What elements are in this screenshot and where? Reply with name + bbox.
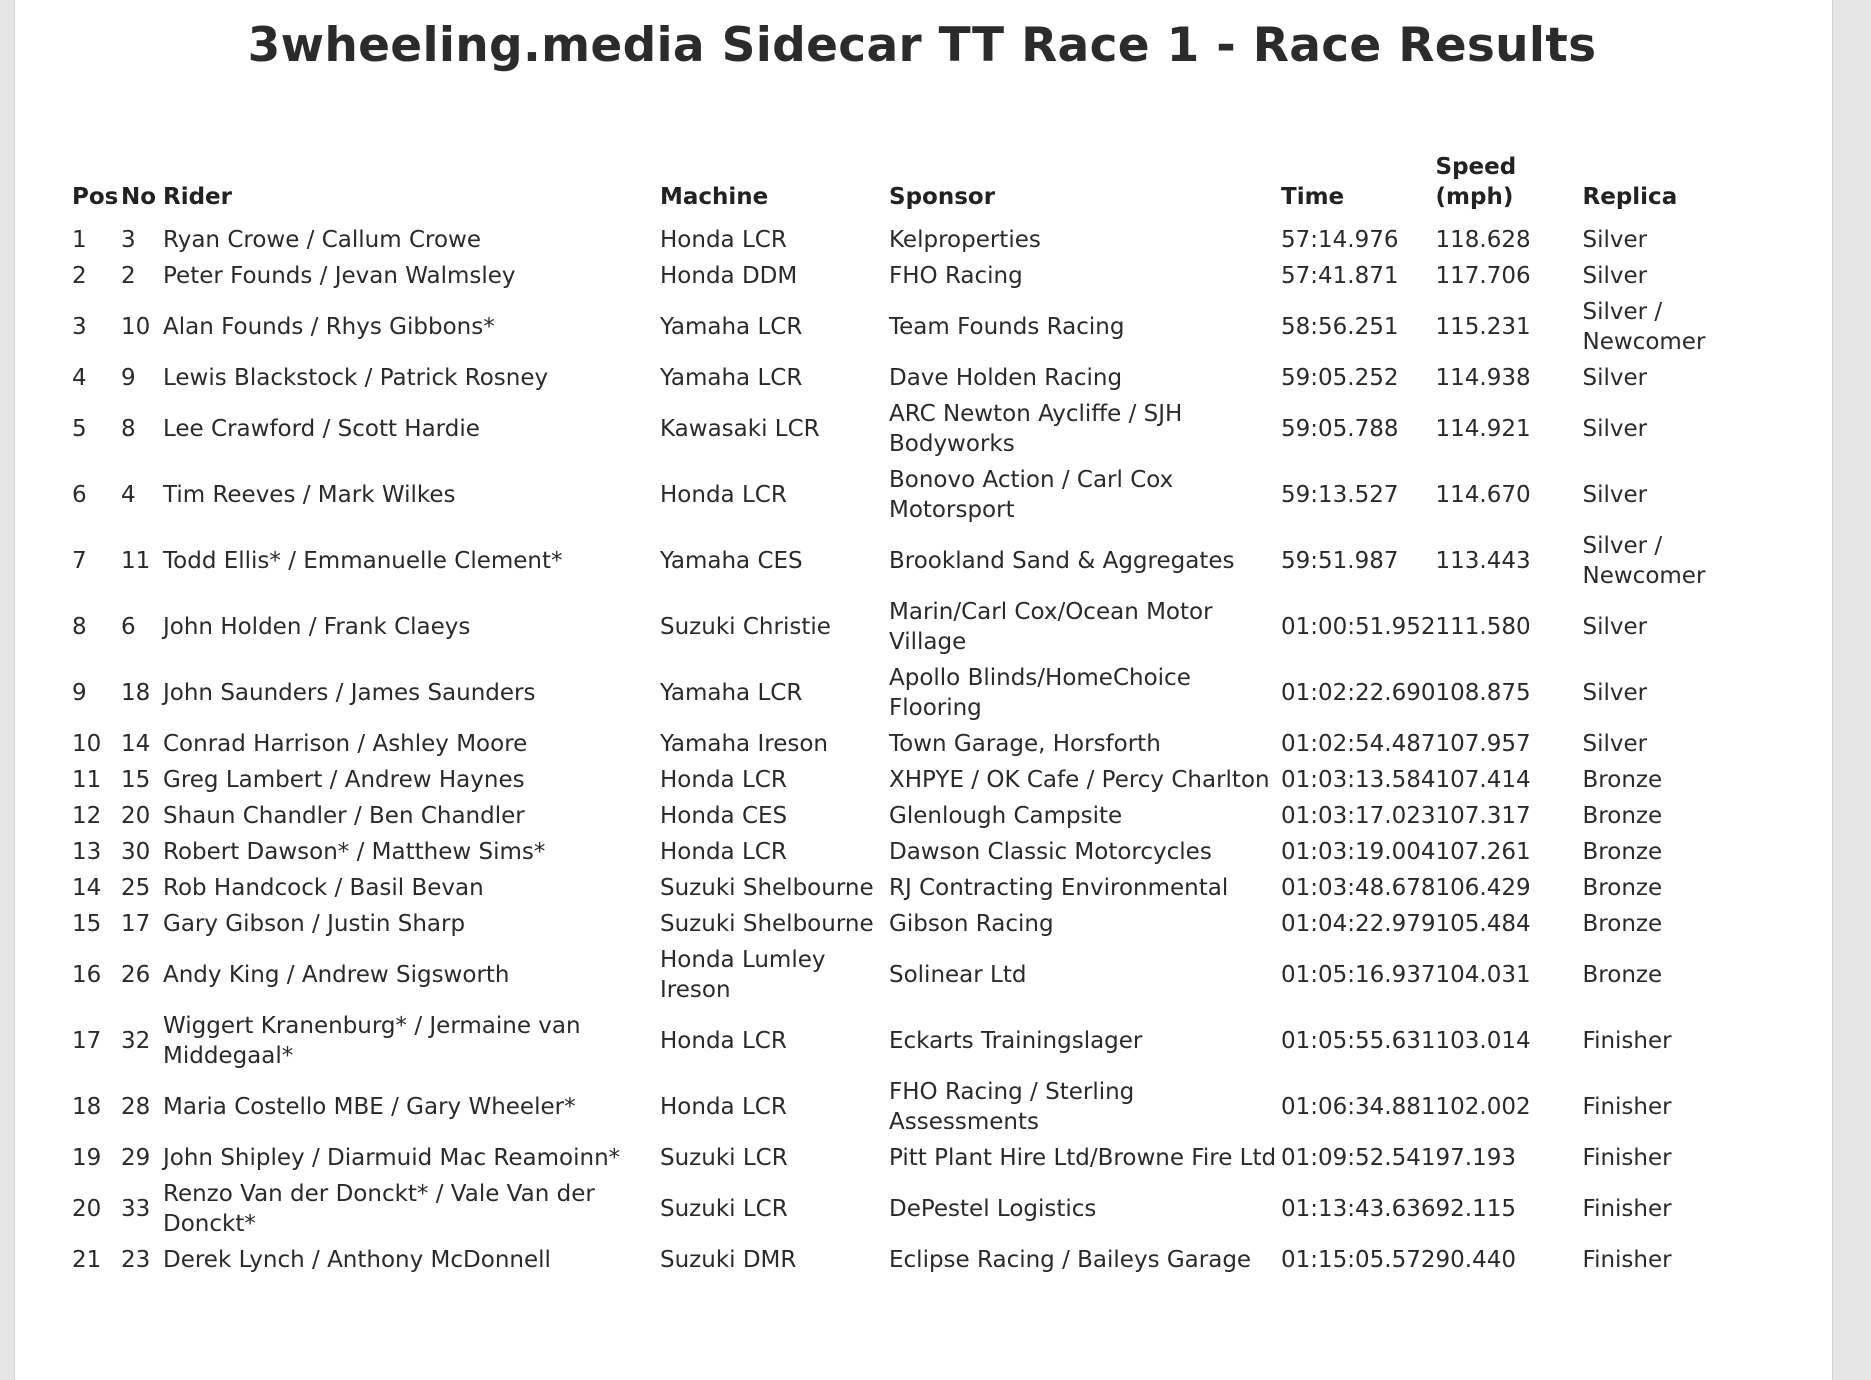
cell-time: 01:03:13.584 <box>1281 767 1436 793</box>
cell-time: 01:06:34.881 <box>1281 1094 1436 1120</box>
cell-replica: Silver <box>1582 614 1648 640</box>
table-row <box>72 594 1735 660</box>
cell-machine: Suzuki DMR <box>660 1247 797 1273</box>
header-no: No <box>121 184 157 210</box>
cell-time: 01:15:05.572 <box>1281 1247 1436 1273</box>
cell-machine: Honda CES <box>660 803 788 829</box>
cell-pos: 13 <box>72 839 102 865</box>
cell-replica: Silver / Newcomer <box>1582 299 1706 355</box>
cell-machine: Honda LCR <box>660 482 787 508</box>
cell-rider: Gary Gibson / Justin Sharp <box>163 911 466 937</box>
cell-pos: 21 <box>72 1247 102 1273</box>
cell-sponsor: ARC Newton Aycliffe / SJH Bodyworks <box>889 401 1183 457</box>
cell-no: 28 <box>121 1094 151 1120</box>
cell-machine: Suzuki LCR <box>660 1145 788 1171</box>
cell-pos: 5 <box>72 416 87 442</box>
cell-no: 14 <box>121 731 151 757</box>
cell-rider: Wiggert Kranenburg* / Jermaine van Middegaal* <box>163 1013 581 1069</box>
cell-pos: 6 <box>72 482 87 508</box>
cell-machine: Yamaha LCR <box>660 365 803 391</box>
cell-pos: 7 <box>72 548 87 574</box>
cell-replica: Bronze <box>1582 839 1663 865</box>
cell-speed: 104.031 <box>1435 962 1531 988</box>
results-table <box>72 152 1735 1278</box>
cell-speed: 97.193 <box>1435 1145 1516 1171</box>
cell-machine: Honda LCR <box>660 839 787 865</box>
cell-machine: Suzuki Christie <box>660 614 831 640</box>
cell-speed: 90.440 <box>1435 1247 1516 1273</box>
cell-pos: 4 <box>72 365 87 391</box>
header-rider: Rider <box>163 184 232 210</box>
table-row <box>72 906 1735 942</box>
cell-no: 20 <box>121 803 151 829</box>
cell-sponsor: Glenlough Campsite <box>889 803 1123 829</box>
cell-pos: 14 <box>72 875 102 901</box>
cell-speed: 114.938 <box>1435 365 1531 391</box>
cell-rider: Maria Costello MBE / Gary Wheeler* <box>163 1094 576 1120</box>
cell-rider: Derek Lynch / Anthony McDonnell <box>163 1247 551 1273</box>
cell-speed: 107.317 <box>1435 803 1531 829</box>
cell-rider: Shaun Chandler / Ben Chandler <box>163 803 525 829</box>
cell-replica: Bronze <box>1582 767 1663 793</box>
cell-time: 01:00:51.952 <box>1281 614 1436 640</box>
cell-pos: 18 <box>72 1094 102 1120</box>
cell-speed: 118.628 <box>1435 227 1531 253</box>
cell-sponsor: Town Garage, Horsforth <box>889 731 1161 757</box>
table-row <box>72 1176 1735 1242</box>
cell-machine: Kawasaki LCR <box>660 416 820 442</box>
table-row <box>72 294 1735 360</box>
cell-time: 01:09:52.541 <box>1281 1145 1436 1171</box>
table-row <box>72 834 1735 870</box>
cell-machine: Honda LCR <box>660 1028 787 1054</box>
cell-pos: 19 <box>72 1145 102 1171</box>
table-row <box>72 942 1735 1008</box>
cell-speed: 113.443 <box>1435 548 1531 574</box>
cell-replica: Silver <box>1582 365 1648 391</box>
cell-pos: 16 <box>72 962 102 988</box>
cell-replica: Silver <box>1582 482 1648 508</box>
cell-replica: Silver <box>1582 680 1648 706</box>
cell-no: 2 <box>121 263 136 289</box>
cell-time: 01:05:16.937 <box>1281 962 1436 988</box>
cell-no: 18 <box>121 680 151 706</box>
cell-machine: Honda LCR <box>660 227 787 253</box>
cell-sponsor: Marin/Carl Cox/Ocean Motor Village <box>889 599 1213 655</box>
cell-replica: Finisher <box>1582 1247 1672 1273</box>
cell-rider: Renzo Van der Donckt* / Vale Van der Donckt* <box>163 1181 595 1237</box>
cell-replica: Silver <box>1582 227 1648 253</box>
cell-no: 26 <box>121 962 151 988</box>
cell-replica: Bronze <box>1582 803 1663 829</box>
cell-sponsor: Pitt Plant Hire Ltd/Browne Fire Ltd <box>889 1145 1277 1171</box>
cell-sponsor: Apollo Blinds/HomeChoice Flooring <box>889 665 1191 721</box>
table-row <box>72 222 1735 258</box>
cell-replica: Finisher <box>1582 1145 1672 1171</box>
cell-sponsor: Solinear Ltd <box>889 962 1027 988</box>
cell-rider: Ryan Crowe / Callum Crowe <box>163 227 482 253</box>
cell-speed: 107.957 <box>1435 731 1531 757</box>
cell-no: 15 <box>121 767 151 793</box>
cell-speed: 114.670 <box>1435 482 1531 508</box>
cell-pos: 10 <box>72 731 102 757</box>
cell-machine: Suzuki LCR <box>660 1196 788 1222</box>
cell-machine: Yamaha Ireson <box>660 731 828 757</box>
cell-rider: Tim Reeves / Mark Wilkes <box>163 482 456 508</box>
cell-machine: Honda Lumley Ireson <box>660 947 826 1003</box>
cell-pos: 20 <box>72 1196 102 1222</box>
cell-time: 57:14.976 <box>1281 227 1399 253</box>
cell-rider: Lewis Blackstock / Patrick Rosney <box>163 365 549 391</box>
cell-replica: Silver / Newcomer <box>1582 533 1706 589</box>
cell-speed: 106.429 <box>1435 875 1531 901</box>
cell-no: 10 <box>121 314 151 340</box>
cell-sponsor: Eclipse Racing / Baileys Garage <box>889 1247 1252 1273</box>
cell-no: 29 <box>121 1145 151 1171</box>
cell-time: 01:02:22.690 <box>1281 680 1436 706</box>
cell-sponsor: Bonovo Action / Carl Cox Motorsport <box>889 467 1174 523</box>
table-row <box>72 660 1735 726</box>
cell-time: 01:02:54.487 <box>1281 731 1436 757</box>
page-title: 3wheeling.media Sidecar TT Race 1 - Race Results <box>247 18 1597 73</box>
cell-replica: Bronze <box>1582 911 1663 937</box>
table-row <box>72 258 1735 294</box>
cell-pos: 2 <box>72 263 87 289</box>
cell-time: 01:03:17.023 <box>1281 803 1436 829</box>
cell-rider: Andy King / Andrew Sigsworth <box>163 962 510 988</box>
cell-machine: Yamaha LCR <box>660 680 803 706</box>
cell-pos: 3 <box>72 314 87 340</box>
cell-no: 25 <box>121 875 151 901</box>
cell-sponsor: FHO Racing <box>889 263 1023 289</box>
header-sponsor: Sponsor <box>889 184 996 210</box>
table-row <box>72 1242 1735 1278</box>
header-machine: Machine <box>660 184 769 210</box>
cell-sponsor: DePestel Logistics <box>889 1196 1097 1222</box>
cell-pos: 9 <box>72 680 87 706</box>
cell-speed: 107.414 <box>1435 767 1531 793</box>
table-row <box>72 1140 1735 1176</box>
cell-replica: Bronze <box>1582 875 1663 901</box>
cell-rider: John Saunders / James Saunders <box>163 680 536 706</box>
cell-rider: Robert Dawson* / Matthew Sims* <box>163 839 546 865</box>
cell-rider: Rob Handcock / Basil Bevan <box>163 875 484 901</box>
cell-speed: 114.921 <box>1435 416 1531 442</box>
cell-time: 59:13.527 <box>1281 482 1399 508</box>
cell-time: 01:03:48.678 <box>1281 875 1436 901</box>
header-speed: Speed (mph) <box>1435 154 1517 210</box>
cell-speed: 115.231 <box>1435 314 1531 340</box>
cell-time: 59:51.987 <box>1281 548 1399 574</box>
table-row <box>72 462 1735 528</box>
cell-pos: 12 <box>72 803 102 829</box>
cell-rider: Conrad Harrison / Ashley Moore <box>163 731 528 757</box>
cell-rider: Greg Lambert / Andrew Haynes <box>163 767 525 793</box>
cell-machine: Honda LCR <box>660 767 787 793</box>
cell-rider: Lee Crawford / Scott Hardie <box>163 416 480 442</box>
cell-speed: 105.484 <box>1435 911 1531 937</box>
table-row <box>72 870 1735 906</box>
cell-no: 9 <box>121 365 136 391</box>
cell-time: 59:05.252 <box>1281 365 1399 391</box>
cell-rider: Todd Ellis* / Emmanuelle Clement* <box>163 548 563 574</box>
table-row <box>72 1074 1735 1140</box>
cell-no: 30 <box>121 839 151 865</box>
cell-time: 58:56.251 <box>1281 314 1399 340</box>
cell-time: 01:13:43.636 <box>1281 1196 1436 1222</box>
cell-machine: Suzuki Shelbourne <box>660 875 874 901</box>
cell-time: 01:04:22.979 <box>1281 911 1436 937</box>
table-row <box>72 360 1735 396</box>
cell-speed: 103.014 <box>1435 1028 1531 1054</box>
cell-machine: Honda DDM <box>660 263 798 289</box>
cell-replica: Silver <box>1582 263 1648 289</box>
cell-machine: Yamaha LCR <box>660 314 803 340</box>
cell-time: 57:41.871 <box>1281 263 1399 289</box>
header-replica: Replica <box>1582 184 1678 210</box>
cell-sponsor: Team Founds Racing <box>889 314 1125 340</box>
header-time: Time <box>1281 184 1345 210</box>
cell-sponsor: XHPYE / OK Cafe / Percy Charlton <box>889 767 1270 793</box>
table-row <box>72 396 1735 462</box>
results-body <box>72 222 1735 1278</box>
cell-pos: 8 <box>72 614 87 640</box>
cell-time: 01:03:19.004 <box>1281 839 1436 865</box>
table-row <box>72 528 1735 594</box>
cell-sponsor: Dawson Classic Motorcycles <box>889 839 1212 865</box>
cell-pos: 11 <box>72 767 102 793</box>
cell-machine: Suzuki Shelbourne <box>660 911 874 937</box>
cell-time: 01:05:55.631 <box>1281 1028 1436 1054</box>
cell-replica: Silver <box>1582 731 1648 757</box>
cell-speed: 111.580 <box>1435 614 1531 640</box>
table-row <box>72 798 1735 834</box>
cell-pos: 17 <box>72 1028 102 1054</box>
cell-no: 4 <box>121 482 136 508</box>
cell-replica: Finisher <box>1582 1094 1672 1120</box>
cell-speed: 107.261 <box>1435 839 1531 865</box>
table-row <box>72 762 1735 798</box>
header-row <box>72 152 1735 222</box>
cell-no: 3 <box>121 227 136 253</box>
cell-sponsor: Dave Holden Racing <box>889 365 1123 391</box>
cell-replica: Silver <box>1582 416 1648 442</box>
header-pos: Pos <box>72 184 119 210</box>
cell-rider: Peter Founds / Jevan Walmsley <box>163 263 516 289</box>
table-row <box>72 1008 1735 1074</box>
cell-speed: 117.706 <box>1435 263 1531 289</box>
cell-sponsor: FHO Racing / Sterling Assessments <box>889 1079 1135 1135</box>
cell-no: 8 <box>121 416 136 442</box>
cell-sponsor: Kelproperties <box>889 227 1041 253</box>
cell-pos: 1 <box>72 227 87 253</box>
cell-rider: Alan Founds / Rhys Gibbons* <box>163 314 495 340</box>
cell-no: 33 <box>121 1196 151 1222</box>
cell-no: 32 <box>121 1028 151 1054</box>
cell-replica: Bronze <box>1582 962 1663 988</box>
cell-machine: Yamaha CES <box>660 548 803 574</box>
cell-sponsor: Brookland Sand & Aggregates <box>889 548 1235 574</box>
cell-no: 11 <box>121 548 151 574</box>
cell-replica: Finisher <box>1582 1028 1672 1054</box>
cell-no: 6 <box>121 614 136 640</box>
cell-speed: 108.875 <box>1435 680 1531 706</box>
cell-sponsor: Eckarts Trainingslager <box>889 1028 1143 1054</box>
cell-rider: John Shipley / Diarmuid Mac Reamoinn* <box>163 1145 621 1171</box>
cell-no: 17 <box>121 911 151 937</box>
cell-rider: John Holden / Frank Claeys <box>163 614 471 640</box>
cell-no: 23 <box>121 1247 151 1273</box>
cell-pos: 15 <box>72 911 102 937</box>
cell-machine: Honda LCR <box>660 1094 787 1120</box>
cell-replica: Finisher <box>1582 1196 1672 1222</box>
cell-speed: 102.002 <box>1435 1094 1531 1120</box>
cell-speed: 92.115 <box>1435 1196 1516 1222</box>
cell-sponsor: RJ Contracting Environmental <box>889 875 1229 901</box>
table-row <box>72 726 1735 762</box>
cell-time: 59:05.788 <box>1281 416 1399 442</box>
cell-sponsor: Gibson Racing <box>889 911 1054 937</box>
